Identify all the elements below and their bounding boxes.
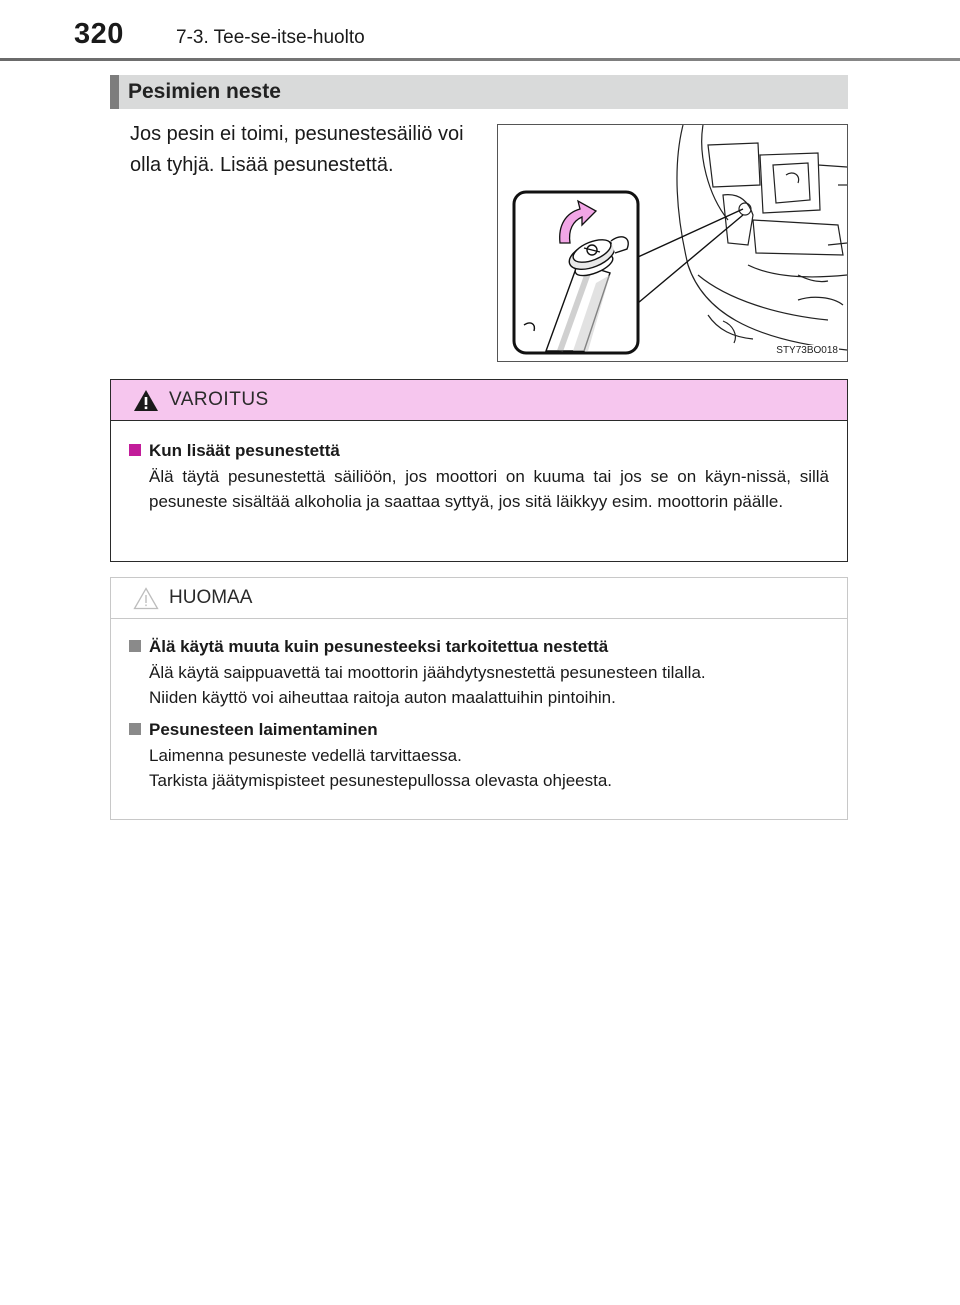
caution-item-title: [129, 636, 829, 658]
caution-item-line: Älä käytä saippuavettä tai moottorin jäähdytysnestettä pesunesteen tilalla.: [149, 663, 706, 682]
warning-item-title-text: Kun lisäät pesunestettä: [149, 441, 340, 460]
caution-item-text: [129, 660, 829, 710]
warning-label: VAROITUS: [169, 389, 269, 410]
caution-item-title-text: Älä käytä muuta kuin pesunesteeksi tarkoitettua nestettä: [149, 637, 609, 656]
figure-code: STY73BO018: [776, 345, 838, 356]
warning-item: [129, 440, 829, 514]
warning-box: [110, 379, 848, 562]
caution-item-line: Laimenna pesuneste vedellä tarvittaessa.: [149, 746, 462, 765]
chapter-title: 7-3. Tee-se-itse-huolto: [176, 27, 365, 48]
warning-item-title: [129, 440, 829, 462]
intro-text: Jos pesin ei toimi, pesunestesäiliö voi olla tyhjä. Lisää pesunestettä.: [130, 123, 464, 176]
section-heading: [110, 75, 848, 109]
section-accent: [110, 75, 119, 109]
caution-item-line: Tarkista jäätymispisteet pesunestepullossa olevasta ohjeesta.: [149, 771, 613, 790]
caution-header: [111, 578, 847, 619]
caution-item-title-text: Pesunesteen laimentaminen: [149, 720, 378, 739]
caution-item: [129, 636, 829, 710]
section-title: Pesimien neste: [128, 80, 281, 103]
page-number: 320: [74, 18, 124, 50]
caution-item: [129, 719, 829, 793]
warning-header: [111, 380, 847, 421]
warning-item-text: Älä täytä pesunestettä säiliöön, jos moottori on kuuma tai jos se on käyn-nissä, sillä pesuneste sisältää alkoholia ja saattaa syttyä, jos sitä läikkyy esim. moottorin päälle.: [149, 467, 829, 511]
warning-triangle-icon: [133, 389, 159, 412]
caution-item-line: Niiden käyttö voi aiheuttaa raitoja auton maalattuihin pintoihin.: [149, 688, 616, 707]
caution-box: [110, 577, 848, 820]
bullet-square-icon: [129, 723, 141, 735]
caution-item-title: [129, 719, 829, 741]
caution-triangle-icon: [133, 587, 159, 610]
engine-bay-drawing: [498, 125, 847, 361]
caution-item-text: [129, 743, 829, 793]
washer-reservoir-illustration: [497, 124, 848, 362]
bullet-square-icon: [129, 640, 141, 652]
header-rule: [0, 58, 960, 61]
bullet-square-icon: [129, 444, 141, 456]
caution-label: HUOMAA: [169, 587, 253, 608]
